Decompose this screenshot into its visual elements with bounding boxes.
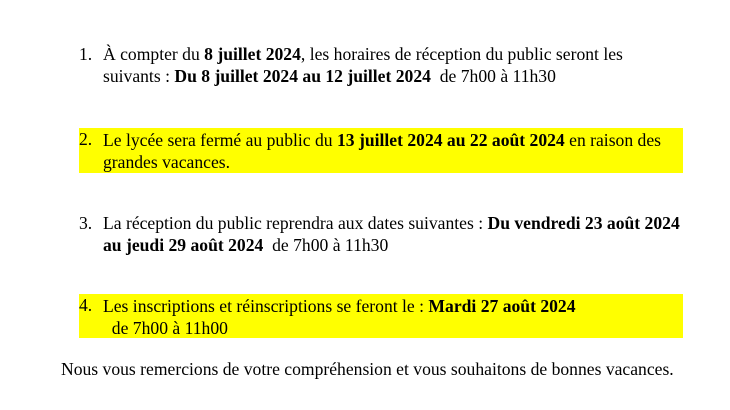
item-range-bold: Du vendredi 23 août 2024 au jeudi 29 août 2024: [103, 213, 680, 255]
item-number: 3.: [79, 213, 93, 233]
list-item-3: [79, 212, 683, 256]
item-number: 1.: [79, 44, 93, 64]
list-item-4-highlighted: [79, 294, 683, 338]
item-text: [103, 43, 683, 87]
item-text-part: , les horaires de réception du public seront les suivants :: [103, 44, 623, 86]
item-number: 2.: [79, 129, 93, 149]
item-text: [103, 295, 683, 339]
item-text: [103, 212, 683, 256]
item-range-bold: 13 juillet 2024 au 22 août 2024: [336, 130, 565, 150]
item-text-part: À compter du: [103, 44, 205, 64]
item-text: [103, 129, 683, 173]
item-text-part: de 7h00 à 11h30: [263, 235, 389, 255]
item-text-part: de 7h00 à 11h30: [430, 66, 556, 86]
list-item-1: [79, 43, 683, 87]
list-item-2-highlighted: [79, 128, 683, 173]
item-date-bold: Mardi 27 août 2024: [428, 296, 576, 316]
item-range-bold: Du 8 juillet 2024 au 12 juillet 2024: [174, 66, 431, 86]
item-text-part: La réception du public reprendra aux dates suivantes :: [103, 213, 488, 233]
item-text-part: Le lycée sera fermé au public du: [103, 130, 337, 150]
item-date-bold: 8 juillet 2024: [204, 44, 301, 64]
item-number: 4.: [79, 295, 93, 315]
item-text-part: de 7h00 à 11h00: [103, 318, 228, 338]
item-text-part: Les inscriptions et réinscriptions se feront le :: [103, 296, 429, 316]
item-text-part: en raison des grandes vacances.: [103, 130, 661, 172]
closing-paragraph: Nous vous remercions de votre compréhension et vous souhaitons de bonnes vacances.: [61, 359, 674, 379]
